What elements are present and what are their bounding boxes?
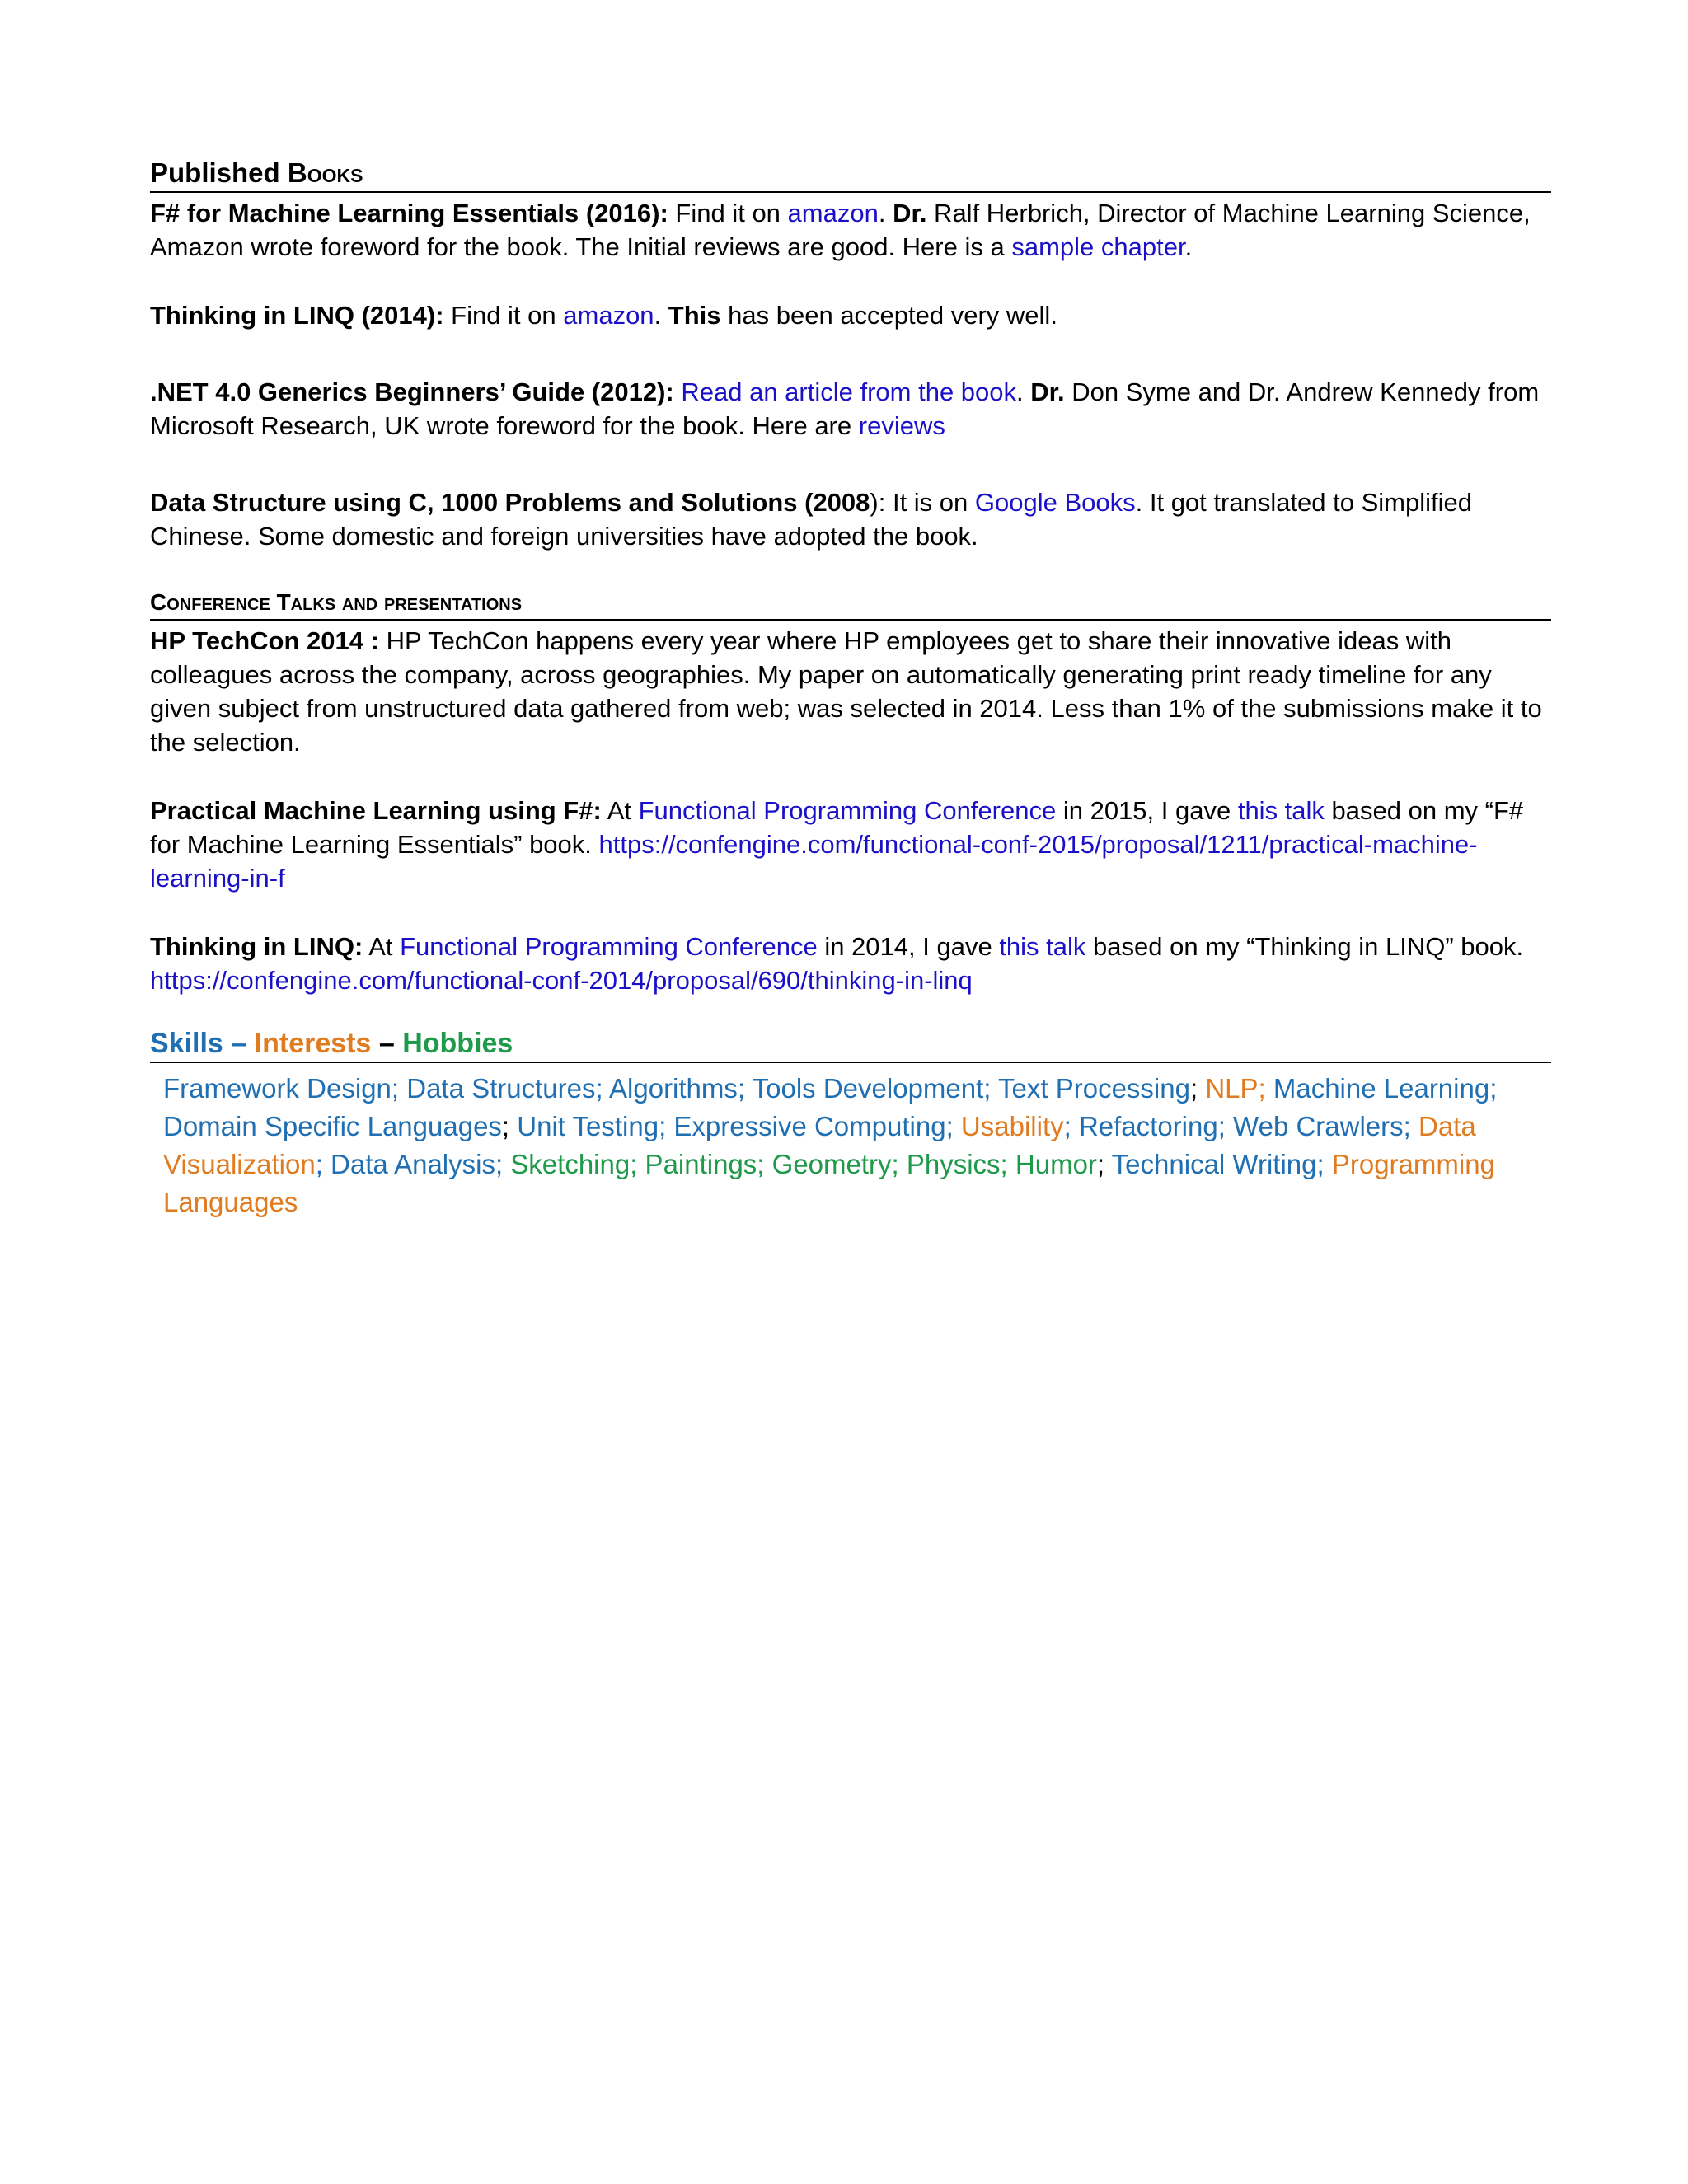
talk-item-linq [150,930,1551,997]
article-link[interactable]: Read an article from the book [681,377,1017,406]
book-item-linq [150,298,1551,332]
book-text: . [1184,232,1193,261]
skills-heading-dash: – [223,1028,255,1059]
reviews-link[interactable]: reviews [858,411,945,440]
skills-heading [150,1027,1551,1063]
book-title: Data Structure using C, 1000 Problems and Solutions (2008 [150,488,870,517]
talk-title: HP TechCon 2014 : [150,626,379,655]
book-text: . [1016,377,1031,406]
skills-heading-skills: Skills [150,1028,223,1059]
book-title: F# for Machine Learning Essentials (2016): [150,199,668,227]
skill-segment: ; Refactoring; Web Crawlers; [1063,1111,1418,1141]
talk-text: based on my “Thinking in LINQ” book. [1085,932,1524,961]
book-text: Ralf Herbrich, Director of Machine Learning Science, Amazon wrote foreword for the book. The Initial reviews are good. Here is a [150,199,1531,261]
book-item-generics [150,375,1551,443]
skill-segment: Framework Design; Data Structures; Algorithms; Tools Development; Text Processing [163,1073,1190,1104]
skills-heading-hobbies: Hobbies [402,1028,513,1059]
skill-segment: ; [1096,1149,1112,1179]
content-column [150,157,1551,1221]
book-text: Don Syme and Dr. Andrew Kennedy from Microsoft Research, UK wrote foreword for the book. Here are [150,377,1540,440]
talk-item-techcon [150,624,1551,759]
sample-chapter-link[interactable]: sample chapter [1011,232,1185,261]
amazon-link[interactable]: amazon [787,199,879,227]
book-text: . It got translated to Simplified Chinese. Some domestic and foreign universities have adopted the book. [150,488,1472,551]
skill-segment: ; [1189,1073,1206,1104]
talk-link[interactable]: this talk [999,932,1086,961]
talk-text: At [601,796,639,825]
skills-heading-dash: – [371,1028,403,1059]
book-text: has been accepted very well. [720,301,1057,330]
books-heading [150,157,1551,193]
amazon-link[interactable]: amazon [563,301,654,330]
talk-link[interactable]: this talk [1237,796,1325,825]
talk-text: in 2014, I gave [817,932,1000,961]
book-item-datastructure [150,485,1551,553]
skill-segment: Technical Writing; [1111,1149,1332,1179]
google-books-link[interactable]: Google Books [974,488,1136,517]
book-title: Thinking in LINQ (2014): [150,301,444,330]
talk-item-ml-fsharp [150,794,1551,895]
book-text: Find it on [668,199,788,227]
skills-list [150,1070,1551,1221]
talk-text: At [363,932,401,961]
talk-title: Practical Machine Learning using F#: [150,796,602,825]
conference-link[interactable]: Functional Programming Conference [400,932,818,961]
talk-text: based on my “F# for Machine Learning Essentials” book. [150,796,1524,859]
book-item-fsharp [150,196,1551,264]
book-text: . [878,199,893,227]
books-heading-first: Published [150,157,280,188]
proposal-url-link[interactable]: https://confengine.com/functional-conf-2014/proposal/690/thinking-in-linq [150,966,973,995]
skill-segment: Sketching; Paintings; Geometry; Physics; Humor [510,1149,1097,1179]
book-title: .NET 4.0 Generics Beginners’ Guide (2012): [150,377,674,406]
talk-text: HP TechCon happens every year where HP employees get to share their innovative ideas with colleagues across the company, across geographies. My paper on automatically generating print ready timeline for any given subject from unstructured data gathered from web; was selected in 2014. Less than 1% of the submissions make it to the selection. [150,626,1542,757]
talk-text: in 2015, I gave [1056,796,1238,825]
book-bold-text: Dr. [1030,377,1065,406]
skill-segment: ; Data Analysis; [315,1149,511,1179]
conference-link[interactable]: Functional Programming Conference [638,796,1057,825]
skill-segment: NLP; [1205,1073,1266,1104]
skill-segment: Unit Testing; Expressive Computing; [517,1111,961,1141]
proposal-url-link[interactable]: https://confengine.com/functional-conf-2015/proposal/1211/practical-machine-learning-in-f [150,830,1478,893]
skill-segment: ; [501,1111,518,1141]
skill-segment: Usability [960,1111,1064,1141]
book-text: ): It is on [870,488,975,517]
talks-heading: Conference Talks and presentations [150,588,1551,621]
book-bold-text: This [668,301,721,330]
skill-segment: Data Visualization [163,1111,1476,1179]
skill-segment: Programming Languages [163,1149,1495,1217]
talk-title: Thinking in LINQ: [150,932,363,961]
book-text: . [654,301,668,330]
book-text: Find it on [443,301,564,330]
skill-segment: Machine Learning; Domain Specific Languages [163,1073,1498,1141]
book-bold-text: Dr. [893,199,927,227]
skills-heading-interests: Interests [254,1028,372,1059]
books-heading-rest: Books [287,157,363,188]
